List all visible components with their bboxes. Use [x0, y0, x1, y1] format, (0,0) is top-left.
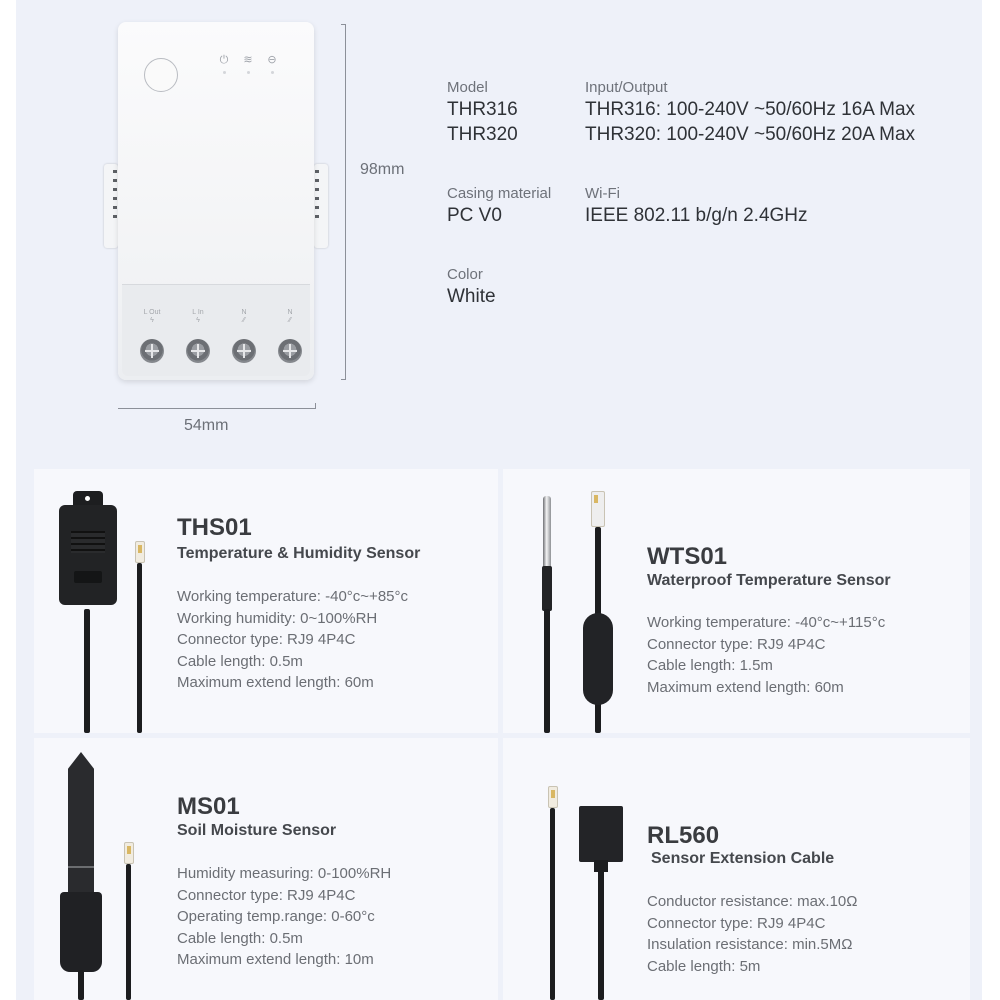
device-button-icon: [144, 58, 178, 92]
height-dimension-line: [345, 24, 346, 380]
ths01-sensor-image: [59, 491, 119, 611]
sensor-card-ths01: [34, 469, 498, 733]
device-mounting-clip-left: [104, 164, 118, 248]
ms01-probe-mark: [68, 866, 94, 868]
sensor-name: Soil Moisture Sensor: [177, 822, 337, 839]
ms01-cable-2: [126, 864, 131, 1000]
terminal-l-out: L Out ϟ: [136, 309, 168, 363]
rl560-cable: [550, 808, 555, 1000]
terminal-block: [122, 284, 310, 376]
sensor-name: Sensor Extension Cable: [651, 850, 835, 867]
sensor-model: WTS01: [647, 543, 728, 570]
wts01-probe-image: [543, 496, 551, 568]
spec-input-output: Input/Output THR316: 100-240V ~50/60Hz 16A Max THR320: 100-240V ~50/60Hz 20A Max: [585, 79, 916, 145]
terminal-l-in: L In ϟ: [182, 309, 214, 363]
sensor-card-ms01: [34, 738, 498, 1000]
lightning-icon: ϟ: [150, 317, 154, 324]
device-image: [118, 22, 314, 380]
wifi-icon: ≋: [242, 54, 254, 74]
power-icon: ⏻: [218, 54, 230, 74]
screw-icon: [278, 339, 302, 363]
rl560-cable-2: [598, 870, 604, 1000]
device-led-indicators: [218, 54, 278, 74]
spec-wifi: Wi-Fi IEEE 802.11 b/g/n 2.4GHz: [585, 185, 808, 226]
wts01-cable: [544, 609, 550, 733]
screw-icon: [140, 339, 164, 363]
sensor-specs: Conductor resistance: max.10Ω Connector type: RJ9 4P4C Insulation resistance: min.5MΩ Cable length: 5m: [647, 893, 858, 975]
sensor-icon: ⊖: [266, 54, 278, 74]
sensor-model: THS01: [177, 514, 252, 541]
ms01-probe-grip: [60, 892, 102, 972]
lightning-icon: ϟ: [196, 317, 200, 324]
sensor-model: MS01: [177, 793, 240, 820]
sensor-specs: Working temperature: -40°c~+115°c Connector type: RJ9 4P4C Cable length: 1.5m Maximum extend length: 60m: [647, 614, 886, 696]
spec-model: Model THR316 THR320: [447, 79, 518, 145]
terminal-n-2: N ⁄⁄: [274, 309, 306, 363]
height-dimension-label: 98mm: [360, 161, 405, 178]
rj9-connector-icon: [124, 842, 134, 864]
wts01-probe-sleeve: [542, 566, 552, 611]
width-dimension-label: 54mm: [184, 417, 229, 434]
ms01-cable: [78, 970, 84, 1000]
sensor-name: Temperature & Humidity Sensor: [177, 545, 421, 562]
wts01-inline-module: [583, 613, 613, 705]
neutral-icon: ⁄⁄: [242, 317, 246, 324]
screw-icon: [232, 339, 256, 363]
sensor-card-rl560: [503, 738, 970, 1000]
device-mounting-clip-right: [314, 164, 328, 248]
sensor-specs: Humidity measuring: 0-100%RH Connector type: RJ9 4P4C Operating temp.range: 0-60°c Cable length: 0.5m Maximum extend length: 10m: [177, 865, 392, 968]
screw-icon: [186, 339, 210, 363]
spec-color: Color White: [447, 266, 496, 307]
rl560-female-socket: [579, 806, 623, 862]
spec-casing-material: Casing material PC V0: [447, 185, 552, 226]
ths01-cable: [84, 609, 90, 733]
ms01-probe-image: [68, 752, 94, 892]
width-dimension-line: [118, 408, 316, 409]
neutral-icon: ⁄⁄: [288, 317, 292, 324]
rj9-connector-icon: [591, 491, 605, 527]
rj9-connector-icon: [135, 541, 145, 563]
ths01-cable-2: [137, 563, 142, 733]
terminal-n-1: N ⁄⁄: [228, 309, 260, 363]
sensor-card-wts01: [503, 469, 970, 733]
sensor-name: Waterproof Temperature Sensor: [647, 572, 891, 589]
sensor-specs: Working temperature: -40°c~+85°c Working humidity: 0~100%RH Connector type: RJ9 4P4C Cable length: 0.5m Maximum extend length: 60m: [177, 588, 408, 691]
rj9-connector-icon: [548, 786, 558, 808]
sensor-model: RL560: [647, 822, 720, 849]
